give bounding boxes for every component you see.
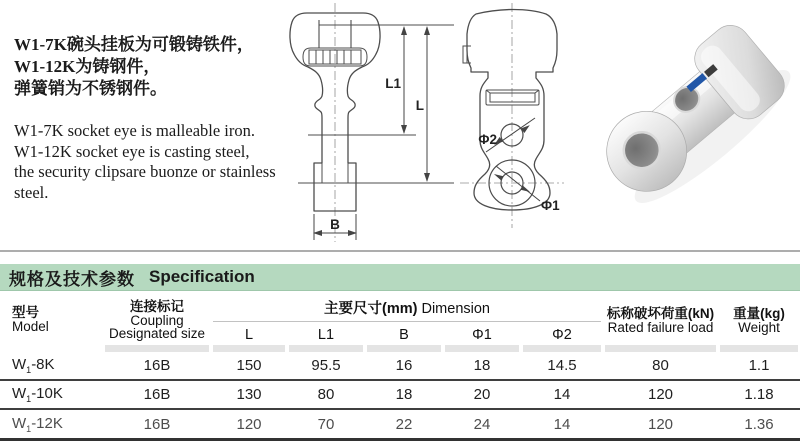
model-cell: $W_1-12K$ [12, 414, 63, 434]
table-cell: 120 [647, 386, 674, 403]
l1-dimension-label: L1 [385, 76, 401, 91]
intro-en-line: W1-7K socket eye is malleable iron. [14, 121, 255, 140]
load-column-header [603, 307, 718, 334]
col-header-B: B [399, 327, 409, 343]
table-cell: 130 [236, 386, 262, 403]
section-title-cn: 规格及技术参数 [9, 269, 135, 289]
table-cell: 120 [647, 415, 674, 433]
clip-notch [463, 46, 471, 63]
load-header-cn: 标称破坏荷重(kN) [606, 306, 715, 321]
col-header-phi2: Φ2 [552, 327, 572, 343]
section-title-en: Specification [149, 267, 255, 286]
spec-table [0, 345, 800, 441]
table-cell: 1.1 [748, 357, 770, 374]
col-header-phi1: Φ1 [472, 327, 492, 343]
col-header-L: L [244, 327, 254, 343]
table-cell: 14 [553, 386, 571, 403]
dimension-header-cn: 主要尺寸(mm) [324, 301, 418, 317]
coupling-header-cn: 连接标记 [130, 299, 184, 314]
section-banner [0, 264, 800, 291]
table-row [0, 381, 800, 410]
table-cell: 14 [553, 415, 571, 433]
table-cell: 80 [317, 386, 335, 403]
table-cell: 95.5 [311, 357, 341, 374]
table-cell: 80 [652, 357, 669, 374]
intro-text [14, 34, 286, 203]
table-cell: 20 [473, 386, 491, 403]
intro-cn-line: W1-12K为铸钢件， [14, 57, 161, 76]
table-cell: 150 [236, 357, 262, 374]
table-cell: 120 [236, 415, 262, 433]
load-header-en: Rated failure load [607, 319, 714, 335]
socket-eye-part [598, 12, 800, 217]
table-cell: 22 [395, 415, 413, 433]
intro-en-line: W1-12K socket eye is casting steel, [14, 141, 250, 161]
col-header-L1: L1 [317, 327, 335, 343]
model-header-en: Model [12, 318, 49, 334]
coupling-header-en2: Designated size [108, 326, 206, 341]
model-cell: $W_1-10K$ [12, 385, 63, 404]
section-divider [0, 250, 800, 252]
table-cell: 16B [143, 415, 171, 433]
coupling-column-header [103, 300, 211, 341]
table-row [0, 410, 800, 441]
coupling-header-en1: Coupling [130, 312, 184, 328]
dimension-header-en: Dimension [421, 301, 490, 317]
table-cell: 16B [143, 357, 171, 374]
weight-header-cn: 重量(kg) [733, 306, 785, 321]
table-cell: 24 [473, 415, 491, 433]
table-cell: 1.36 [744, 415, 774, 433]
phi2-dimension-label: Φ2 [478, 132, 497, 147]
table-cell: 18 [473, 357, 491, 374]
dimension-group-header [211, 303, 603, 317]
dimension-group-underline [213, 321, 601, 322]
table-cell: 14.5 [547, 357, 577, 374]
table-cell: 18 [395, 386, 413, 403]
table-cell: 1.18 [744, 386, 774, 403]
phi1-dimension-label: Φ1 [541, 198, 560, 213]
slot-boss [486, 90, 539, 105]
intro-en-line: the security clipsare buonze or stainless steel. [14, 162, 276, 202]
weight-header-en: Weight [738, 319, 780, 335]
intro-cn-line: 弹簧销为不锈钢件。 [14, 79, 167, 98]
b-dimension-label: B [330, 217, 340, 232]
intro-cn-line: W1-7K碗头挂板为可锻铸铁件， [14, 35, 254, 54]
table-cell: 16 [395, 357, 413, 374]
weight-column-header [718, 307, 800, 334]
model-cell: $W_1-8K$ [12, 356, 55, 375]
l-dimension-label: L [415, 98, 424, 113]
table-cell: 70 [317, 415, 335, 433]
side-view-drawing [440, 0, 610, 235]
model-column-header [12, 306, 49, 333]
front-view-drawing [283, 0, 458, 245]
table-row [0, 352, 800, 381]
model-header-cn: 型号 [12, 305, 39, 320]
table-separator-strip [0, 345, 800, 352]
table-cell: 16B [143, 386, 171, 403]
product-photo [598, 0, 800, 252]
